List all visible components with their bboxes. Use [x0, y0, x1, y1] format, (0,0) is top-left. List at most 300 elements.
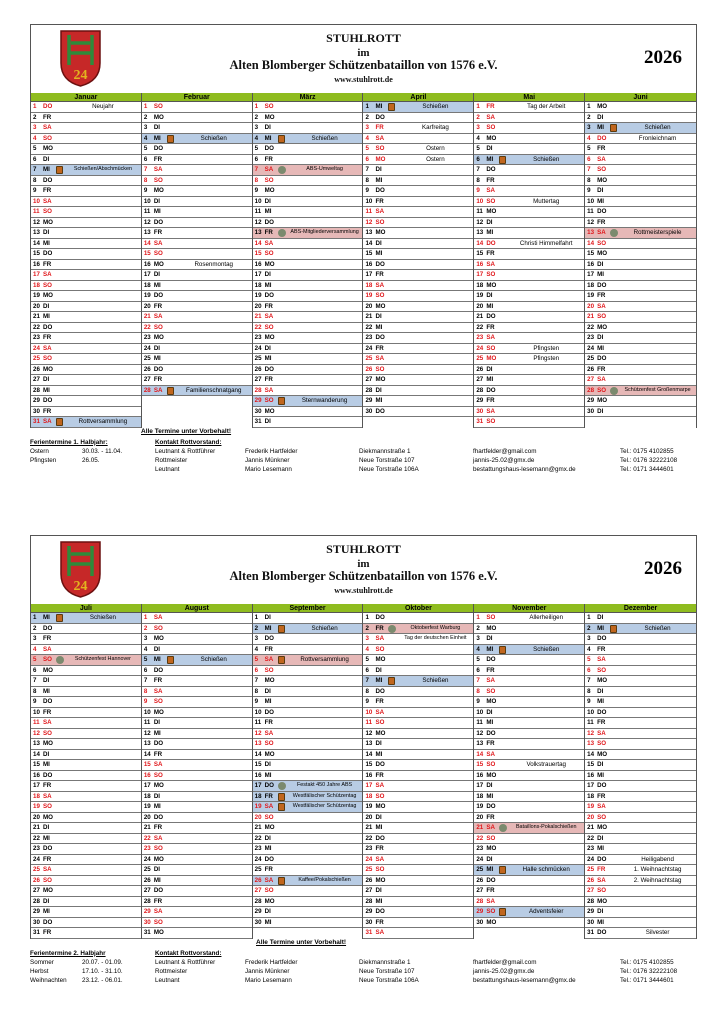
event-label: Heiligabend [641, 855, 674, 863]
day-number: 3 [365, 635, 369, 642]
day-row [585, 624, 696, 635]
day-row [142, 239, 252, 250]
day-number: 30 [33, 918, 40, 926]
weekday: SA [153, 687, 163, 695]
holiday-name: Pfingsten [30, 456, 57, 464]
day-row [253, 396, 363, 407]
day-number: 5 [587, 656, 591, 663]
weekday: MI [264, 208, 272, 215]
day-row [142, 897, 252, 908]
day-number: 28 [254, 897, 262, 905]
weekday: SO [486, 908, 496, 915]
contact-street: Diekmannstraße 1 [359, 958, 411, 966]
day-row [474, 613, 584, 624]
day-number: 29 [254, 397, 262, 404]
day-row [474, 813, 584, 824]
day-row [585, 323, 696, 334]
day-row [253, 102, 363, 113]
weekday: SA [375, 635, 385, 642]
weekday: DO [264, 145, 274, 152]
day-number: 15 [476, 250, 484, 257]
day-row [31, 354, 141, 365]
day-number: 23 [33, 334, 40, 341]
day-row [142, 928, 252, 939]
day-number: 11 [365, 719, 373, 726]
day-row [142, 802, 252, 813]
day-row [474, 697, 584, 708]
day-number: 22 [476, 834, 484, 842]
weekday: DI [375, 313, 382, 320]
day-row [253, 697, 363, 708]
day-number: 1 [33, 103, 37, 110]
rott-shield-icon [278, 793, 285, 801]
day-number: 30 [254, 407, 262, 415]
day-number: 1 [476, 614, 480, 621]
weekday: SO [486, 344, 496, 352]
rott-shield-icon [278, 803, 285, 811]
weekday: DO [375, 407, 385, 415]
day-number: 17 [587, 271, 595, 278]
day-number: 29 [365, 397, 373, 404]
day-row [142, 312, 252, 323]
day-number: 2 [365, 113, 369, 121]
day-number: 28 [587, 897, 595, 905]
day-row [585, 228, 696, 239]
weekday: MI [153, 803, 161, 810]
weekday: DO [597, 929, 607, 936]
weekday: MI [597, 197, 605, 205]
weekday: DO [153, 666, 164, 674]
rott-shield-icon [610, 625, 617, 633]
day-number: 16 [254, 771, 262, 779]
day-number: 19 [33, 803, 40, 810]
day-row [474, 855, 584, 866]
month-column [363, 604, 474, 939]
day-number: 8 [365, 687, 369, 695]
weekday: MO [153, 635, 164, 642]
day-number: 18 [254, 792, 262, 800]
weekday: MO [264, 334, 275, 341]
day-number: 27 [254, 376, 262, 383]
day-number: 8 [365, 176, 369, 184]
weekday: SA [597, 656, 606, 663]
weekday: DI [153, 344, 161, 352]
day-row [585, 834, 696, 845]
holiday-dates-range: 23.12. - 06.01. [82, 976, 123, 984]
day-number: 5 [254, 656, 259, 663]
weekday: FR [597, 719, 606, 726]
day-row [31, 855, 141, 866]
weekday: DO [43, 397, 53, 404]
weekday: MO [597, 323, 608, 331]
contact-row [155, 967, 697, 976]
weekday: MI [43, 761, 50, 768]
day-number: 21 [33, 313, 40, 320]
weekday: SO [486, 124, 496, 131]
day-row [142, 613, 252, 624]
day-row [31, 897, 141, 908]
day-number: 28 [365, 897, 373, 905]
day-number: 24 [587, 344, 595, 352]
contact-phone: Tel.: 0175 4102855 [620, 958, 674, 966]
day-row [31, 344, 141, 355]
day-row [363, 155, 473, 166]
day-row [253, 386, 363, 397]
weekday: SA [43, 418, 52, 425]
rott-shield-icon [167, 656, 174, 664]
day-number: 16 [365, 260, 373, 268]
day-number: 12 [33, 729, 40, 737]
month-column [585, 604, 697, 939]
weekday: MO [486, 918, 497, 926]
weekday: MI [375, 176, 383, 184]
month-header: Januar [31, 93, 141, 102]
day-number: 15 [143, 761, 151, 768]
day-row [31, 886, 141, 897]
weekday: DO [486, 386, 496, 394]
day-number: 25 [587, 866, 595, 873]
day-number: 10 [365, 197, 373, 205]
weekday: DI [486, 292, 493, 299]
contact-role: Leutnant & Rottführer [155, 447, 216, 455]
weekday: FR [264, 376, 273, 383]
day-number: 13 [33, 229, 40, 236]
day-number: 14 [587, 239, 595, 247]
day-number: 26 [365, 876, 373, 884]
weekday: MO [486, 134, 497, 142]
day-number: 2 [254, 113, 259, 121]
weekday: MO [264, 677, 275, 684]
day-number: 20 [476, 302, 484, 310]
weekday: SA [43, 344, 52, 352]
day-number: 6 [587, 666, 591, 674]
day-number: 9 [254, 187, 259, 194]
weekday: DO [264, 708, 274, 716]
day-number: 8 [143, 176, 148, 184]
day-number: 16 [476, 771, 484, 779]
day-row [31, 729, 141, 740]
day-number: 24 [143, 344, 151, 352]
day-row [142, 771, 252, 782]
day-row [142, 697, 252, 708]
weekday: SO [597, 666, 607, 674]
day-row [363, 396, 473, 407]
weekday: SO [43, 876, 52, 884]
weekday: MO [375, 656, 386, 663]
day-row [31, 907, 141, 918]
day-row [142, 666, 252, 677]
day-row [474, 354, 584, 365]
day-row [474, 407, 584, 418]
weekday: DO [43, 250, 53, 257]
weekday: MI [43, 166, 50, 173]
holiday-dates [30, 438, 140, 465]
day-number: 14 [476, 750, 484, 758]
day-number: 19 [254, 803, 262, 810]
day-number: 4 [587, 134, 591, 142]
day-number: 4 [476, 645, 480, 653]
day-row [253, 291, 363, 302]
day-row [31, 655, 141, 666]
weekday: FR [486, 666, 495, 674]
day-number: 9 [143, 698, 148, 705]
day-row [142, 270, 252, 281]
weekday: SO [486, 614, 496, 621]
day-row [474, 197, 584, 208]
weekday: DO [375, 113, 385, 121]
day-row [142, 249, 252, 260]
day-row [142, 155, 252, 166]
contact-street: Neue Torstraße 106A [359, 976, 419, 984]
weekday: SA [375, 134, 385, 142]
weekday: FR [375, 918, 384, 926]
day-row [253, 302, 363, 313]
day-row [474, 771, 584, 782]
day-number: 25 [254, 355, 262, 362]
weekday: DO [153, 292, 164, 299]
day-number: 2 [143, 113, 148, 121]
rott-shield-icon [610, 124, 617, 132]
day-row [142, 750, 252, 761]
day-row [363, 792, 473, 803]
day-number: 21 [254, 824, 262, 831]
weekday: MO [264, 260, 275, 268]
day-row [31, 281, 141, 292]
weekday: FR [153, 677, 163, 684]
day-number: 20 [143, 813, 151, 821]
day-row [31, 144, 141, 155]
day-number: 4 [143, 645, 148, 653]
day-number: 14 [33, 750, 40, 758]
day-number: 26 [587, 876, 595, 884]
event-label: Schießen [644, 124, 671, 131]
day-number: 28 [33, 386, 40, 394]
disclaimer-note: Alle Termine unter Vorbehalt! [256, 938, 347, 946]
day-row [474, 823, 584, 834]
day-number: 14 [587, 750, 595, 758]
weekday: SO [375, 866, 385, 873]
weekday: DO [375, 334, 385, 341]
day-row [31, 291, 141, 302]
contact-role: Leutnant & Rottführer [155, 958, 216, 966]
day-number: 16 [143, 771, 151, 779]
day-number: 20 [33, 302, 40, 310]
day-row [474, 708, 584, 719]
day-number: 24 [587, 855, 595, 863]
day-number: 18 [476, 792, 484, 800]
day-row [363, 102, 473, 113]
weekday: DO [597, 355, 607, 362]
weekday: DO [153, 365, 164, 373]
weekday: FR [153, 155, 163, 163]
holiday-row [30, 456, 140, 465]
day-row [363, 260, 473, 271]
month-header: Mai [474, 93, 584, 102]
weekday: MI [375, 750, 383, 758]
weekday: DO [375, 614, 385, 621]
day-row [363, 676, 473, 687]
day-row [142, 113, 252, 124]
event-label: 2. Weihnachtstag [633, 876, 682, 884]
day-row [31, 928, 141, 939]
weekday: MO [375, 155, 386, 163]
day-row [585, 655, 696, 666]
weekday: MI [486, 645, 494, 653]
contact-name: Frederik Hartfelder [245, 958, 298, 966]
day-row [253, 323, 363, 334]
day-number: 20 [365, 813, 373, 821]
month-header: Juli [31, 604, 141, 613]
day-number: 18 [254, 281, 262, 289]
weekday: DO [375, 908, 385, 915]
day-number: 6 [476, 666, 480, 674]
weekday: SO [375, 292, 385, 299]
day-number: 24 [33, 344, 40, 352]
day-row [474, 666, 584, 677]
contact-email: jannis-25.02@gmx.de [473, 456, 535, 464]
month-column [31, 604, 142, 939]
day-row [363, 323, 473, 334]
day-number: 15 [143, 250, 151, 257]
day-number: 14 [254, 239, 262, 247]
weekday: DI [486, 782, 493, 789]
day-row [31, 865, 141, 876]
rott-shield-icon [278, 625, 285, 633]
day-row [474, 760, 584, 771]
event-label: Schießen [200, 134, 227, 142]
day-number: 16 [476, 260, 484, 268]
weekday: FR [486, 103, 495, 110]
weekday: SA [153, 761, 163, 768]
day-number: 22 [33, 834, 40, 842]
day-row [31, 407, 141, 418]
event-label: Tag der deutschen Einheit [404, 635, 467, 641]
weekday: DO [43, 103, 53, 110]
weekday: MO [597, 677, 608, 684]
day-number: 22 [476, 323, 484, 331]
day-number: 10 [365, 708, 373, 716]
weekday: MO [375, 876, 386, 884]
day-number: 26 [33, 876, 40, 884]
day-row [585, 739, 696, 750]
weekday: DI [486, 855, 493, 863]
weekday: DO [486, 729, 496, 737]
day-number: 2 [33, 624, 37, 632]
event-label: Festakt 450 Jahre ABS [297, 782, 353, 788]
day-number: 29 [254, 908, 262, 915]
day-row [253, 855, 363, 866]
weekday: DO [153, 740, 164, 747]
month-header: August [142, 604, 252, 613]
day-number: 26 [254, 365, 262, 373]
day-number: 1 [254, 614, 259, 621]
weekday: DI [264, 908, 271, 915]
day-number: 9 [33, 187, 37, 194]
weekday: DI [43, 302, 50, 310]
day-row [474, 134, 584, 145]
day-number: 21 [33, 824, 40, 831]
day-number: 13 [476, 740, 484, 747]
day-row [142, 876, 252, 887]
weekday: MI [153, 656, 161, 663]
day-row [253, 155, 363, 166]
svg-text:24: 24 [73, 68, 88, 83]
day-number: 9 [476, 698, 480, 705]
weekday: SA [43, 124, 52, 131]
day-number: 31 [365, 929, 373, 936]
day-row [253, 165, 363, 176]
weekday: SO [43, 208, 52, 215]
day-row [474, 249, 584, 260]
day-row [363, 655, 473, 666]
day-number: 5 [476, 145, 480, 152]
day-number: 30 [476, 407, 484, 415]
day-number: 24 [143, 855, 151, 863]
day-row [585, 365, 696, 376]
day-row [142, 354, 252, 365]
day-number: 25 [365, 355, 373, 362]
day-number: 13 [365, 740, 373, 747]
weekday: FR [375, 698, 384, 705]
day-number: 2 [365, 624, 369, 632]
day-row [585, 186, 696, 197]
day-number: 15 [587, 250, 595, 257]
day-row [253, 771, 363, 782]
weekday: FR [153, 302, 163, 310]
disclaimer-note: Alle Termine unter Vorbehalt! [141, 427, 232, 435]
weekday: FR [264, 645, 273, 653]
weekday: MI [597, 698, 605, 705]
day-row [474, 260, 584, 271]
weekday: SO [153, 845, 163, 852]
weekday: DI [597, 334, 604, 341]
day-number: 11 [33, 719, 40, 726]
calendar-header [30, 24, 697, 93]
rott-shield-icon [167, 135, 174, 143]
weekday: MO [264, 113, 275, 121]
day-number: 17 [33, 782, 40, 789]
day-row [31, 823, 141, 834]
day-row [585, 302, 696, 313]
day-row [253, 333, 363, 344]
weekday: FR [486, 323, 495, 331]
day-row [31, 676, 141, 687]
day-row [474, 344, 584, 355]
day-number: 9 [476, 187, 480, 194]
day-number: 9 [254, 698, 259, 705]
day-number: 13 [365, 229, 373, 236]
weekday: MI [43, 908, 50, 915]
contact-street: Neue Torstraße 106A [359, 465, 419, 473]
weekday: DI [264, 344, 271, 352]
day-row [142, 813, 252, 824]
day-row [31, 207, 141, 218]
weekday: FR [486, 813, 495, 821]
day-row [142, 823, 252, 834]
day-number: 20 [365, 302, 373, 310]
day-row [31, 781, 141, 792]
day-number: 10 [33, 708, 40, 716]
weekday: DI [597, 687, 604, 695]
weekday: MO [486, 355, 497, 362]
day-number: 26 [143, 365, 151, 373]
day-row [142, 655, 252, 666]
day-number: 18 [365, 281, 373, 289]
day-number: 1 [587, 103, 591, 110]
day-number: 22 [365, 323, 373, 331]
day-number: 2 [143, 624, 148, 632]
day-row [253, 624, 363, 635]
